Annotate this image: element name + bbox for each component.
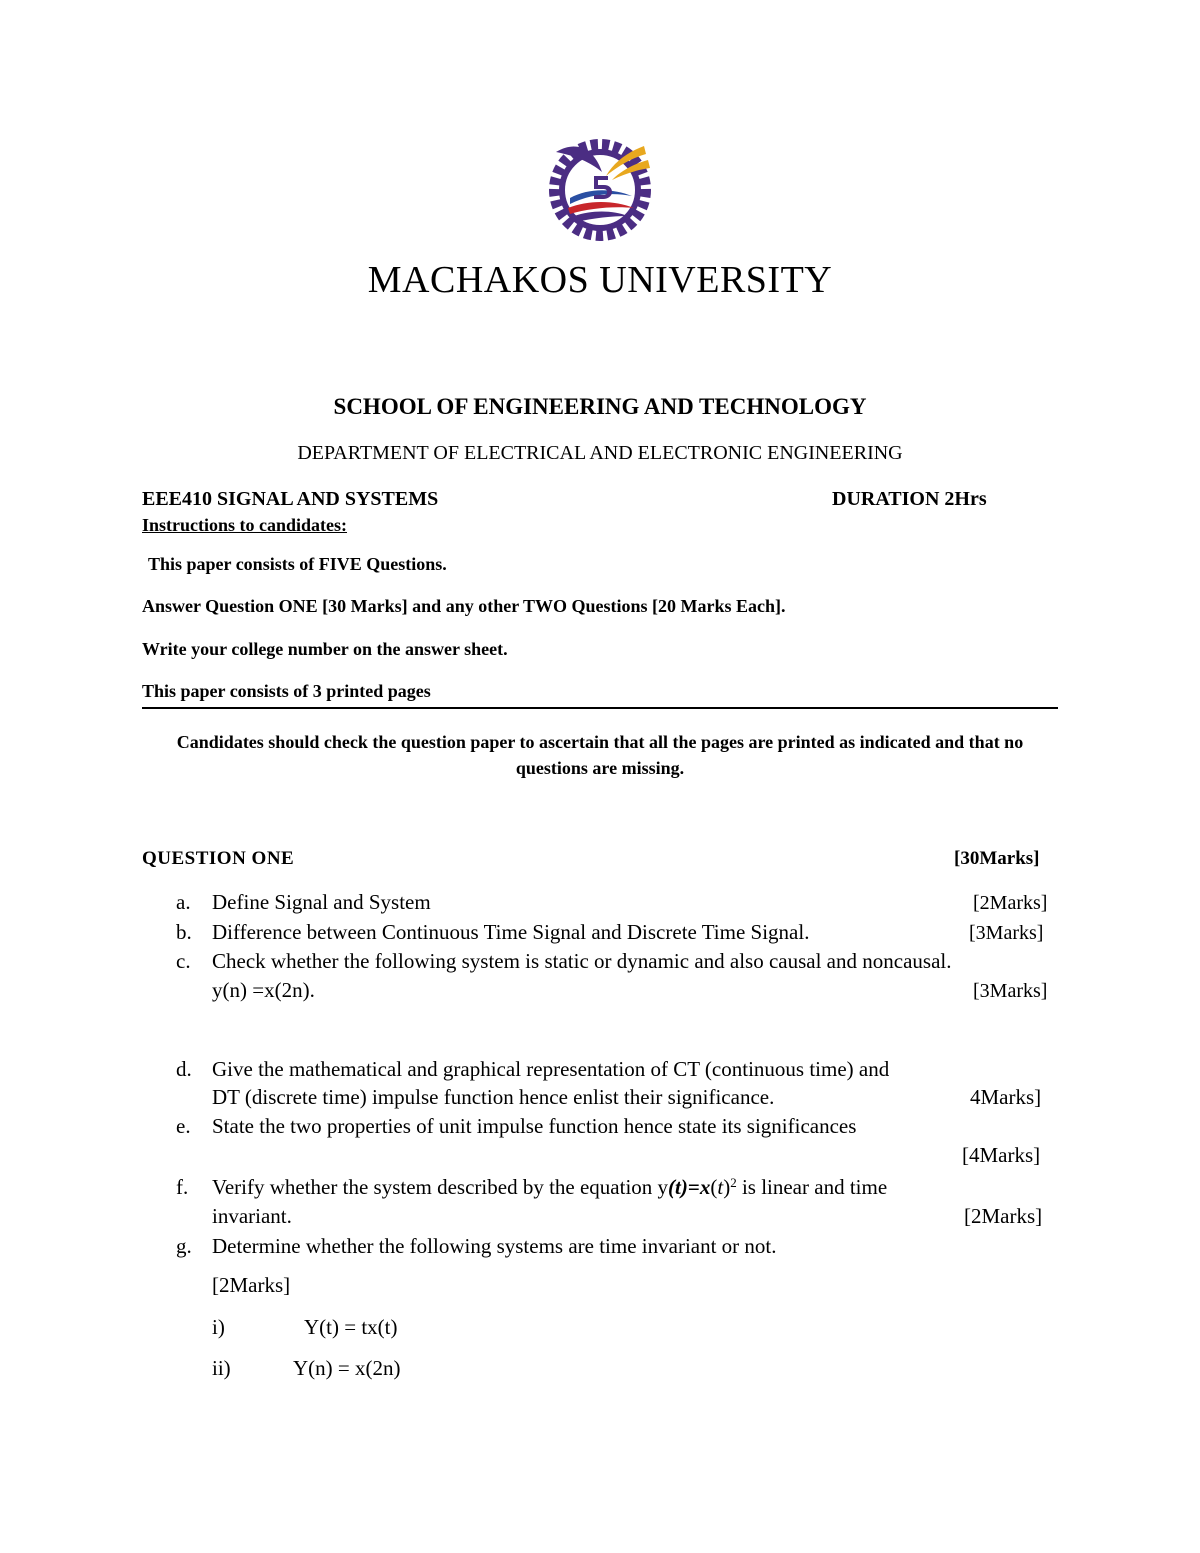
item-letter: d. [176,1057,192,1081]
item-text: Check whether the following system is static or dynamic and also causal and noncausal. [212,949,952,973]
item-marks: [4Marks] [962,1143,1041,1167]
item-marks: [2Marks] [973,892,1048,914]
item-text: DT (discrete time) impulse function hence enlist their significance. [212,1085,775,1109]
instruction-line: Answer Question ONE [30 Marks] and any other TWO Questions [20 Marks Each]. [142,596,786,616]
item-marks: [2Marks] [964,1204,1043,1228]
question-marks: [30Marks] [954,848,1040,869]
item-letter: e. [176,1114,191,1138]
item-text: Difference between Continuous Time Signal and Discrete Time Signal. [212,920,810,944]
item-text-with-equation: Verify whether the system described by the equation $y(t)=x(t)^2$ is linear and time [212,1175,888,1199]
sub-item-expression: Y(n) = x(2n) [293,1356,401,1380]
instructions-heading: Instructions to candidates: [142,515,348,535]
department-name: DEPARTMENT OF ELECTRICAL AND ELECTRONIC ENGINEERING [297,442,903,464]
item-letter: b. [176,920,192,944]
item-text: y(n) =x(2n). [212,978,315,1002]
equation-power: 2 [730,1175,737,1190]
candidate-notice: Candidates should check the question paper to ascertain that all the pages are printed as indicated and that no questions are missing. [176,732,1024,778]
sub-item-label: i) [212,1315,225,1339]
equation-equals: = [687,1175,700,1199]
university-name: MACHAKOS UNIVERSITY [367,259,833,301]
exam-duration: DURATION 2Hrs [832,488,987,510]
equation-t: t [717,1175,724,1199]
question-title: QUESTION ONE [142,848,295,869]
item-letter: g. [176,1234,192,1258]
item-text: Determine whether the following systems are time invariant or not. [212,1234,777,1258]
item-letter: a. [176,890,191,914]
equation-arg: (t) [668,1175,688,1199]
item-text: Give the mathematical and graphical representation of CT (continuous time) and [212,1057,890,1081]
item-marks: [3Marks] [969,922,1044,944]
instruction-line: This paper consists of 3 printed pages [142,681,431,701]
school-name: SCHOOL OF ENGINEERING AND TECHNOLOGY [333,394,867,419]
university-crest-icon [536,138,664,242]
divider [142,707,1058,709]
item-text: State the two properties of unit impulse function hence state its significances [212,1114,857,1138]
item-letter: c. [176,949,191,973]
item-marks: [2Marks] [212,1273,291,1297]
item-text: is linear and time [741,1175,888,1199]
sub-item-expression: Y(t) = tx(t) [304,1315,398,1339]
instruction-line: This paper consists of FIVE Questions. [148,554,447,574]
item-marks: [3Marks] [973,980,1048,1002]
item-text: invariant. [212,1204,292,1228]
instruction-line: Write your college number on the answer sheet. [142,639,508,659]
sub-item-label: ii) [212,1356,231,1380]
item-text: Verify whether the system described by the equation y [212,1175,669,1199]
item-text: Define Signal and System [212,890,431,914]
course-title: EEE410 SIGNAL AND SYSTEMS [142,488,439,510]
item-letter: f. [176,1175,189,1199]
item-marks: 4Marks] [970,1085,1042,1109]
equation-x: x [699,1175,711,1199]
